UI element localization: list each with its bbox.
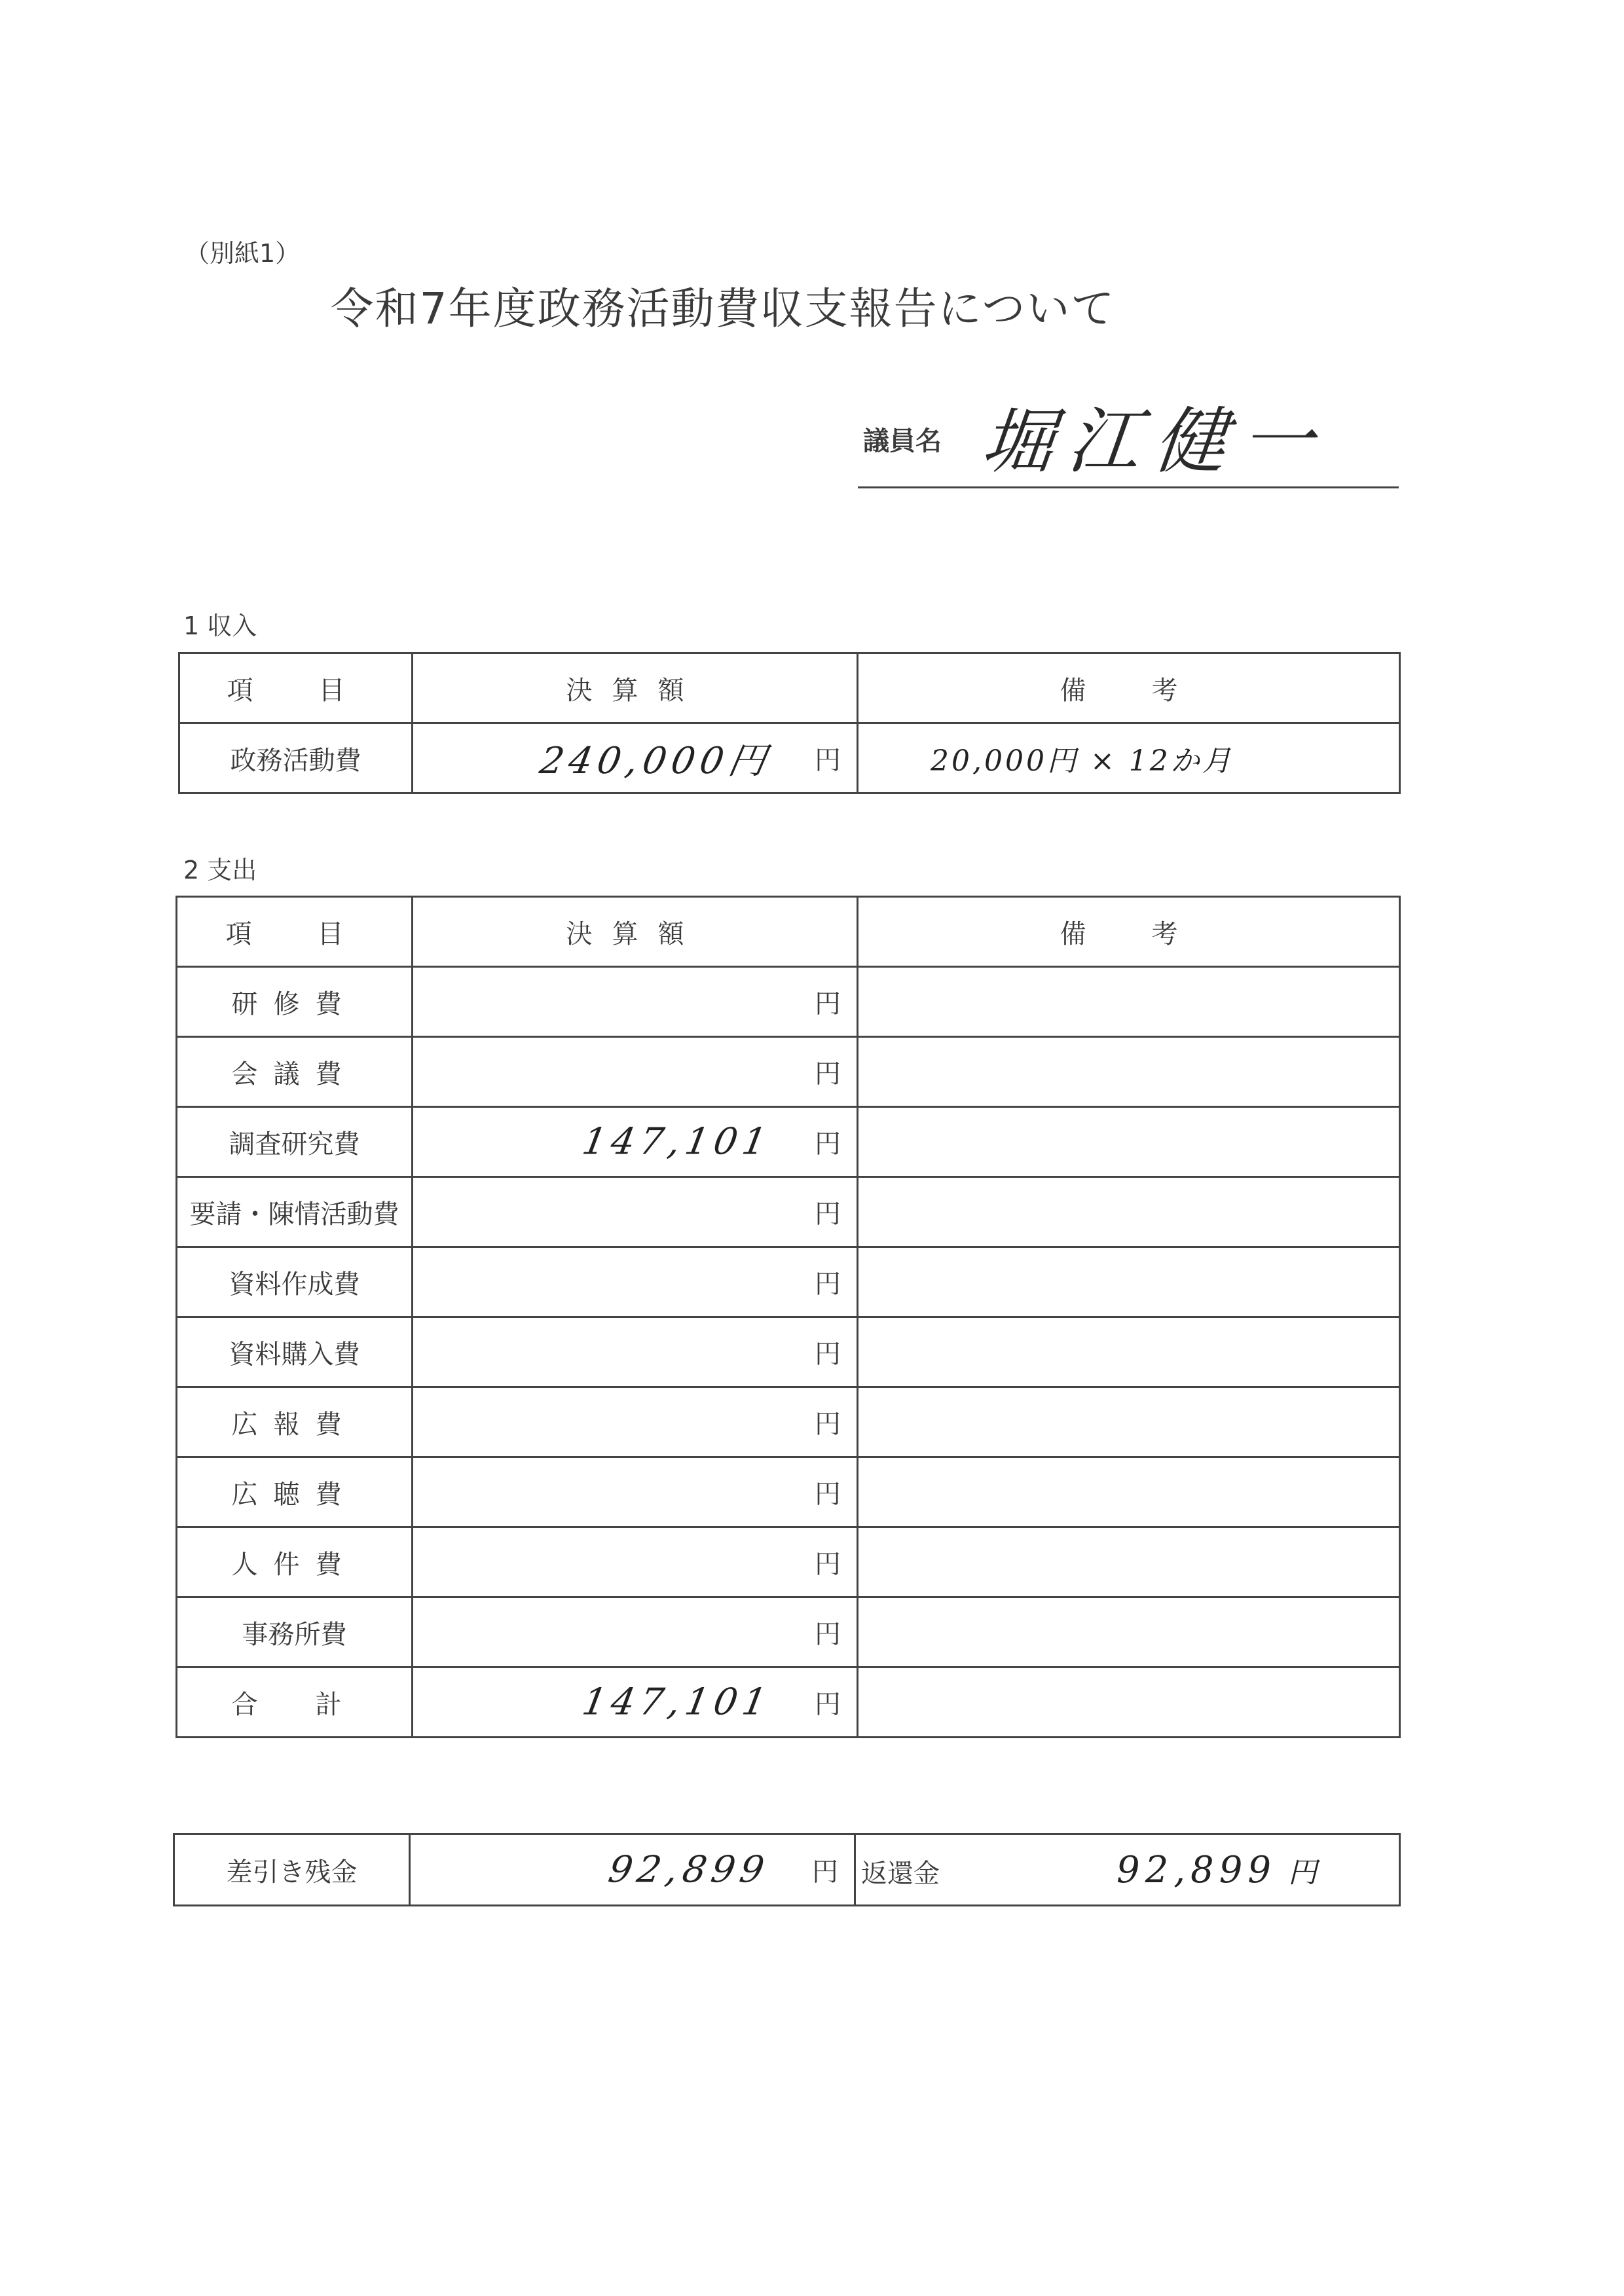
refund-amount-value: 92,899 (1116, 1848, 1276, 1891)
income-header-row (179, 653, 1400, 723)
income-unit: 円 (815, 745, 841, 776)
signature-line (858, 486, 1399, 488)
expense-note (858, 1317, 1400, 1387)
table-row (177, 1177, 1400, 1247)
expense-amount-cell (413, 1527, 858, 1597)
balance-unit: 円 (812, 1857, 838, 1887)
expense-unit: 円 (815, 989, 841, 1019)
expense-note (858, 1667, 1400, 1738)
expense-item: 事務所費 (177, 1597, 413, 1667)
expense-unit: 円 (815, 1409, 841, 1440)
expense-amount: 147,101 (579, 1120, 775, 1163)
balance-row (174, 1834, 1400, 1906)
expense-amount-cell (413, 1177, 858, 1247)
expense-item: 要請・陳情活動費 (177, 1177, 413, 1247)
balance-label: 差引き残金 (174, 1834, 410, 1906)
table-row (177, 1457, 1400, 1527)
header-note: 備 考 (858, 897, 1400, 967)
expense-note (858, 1527, 1400, 1597)
expense-item: 広聴費 (177, 1457, 413, 1527)
refund-amount (940, 1849, 1317, 1891)
balance-amount: 92,899 (605, 1848, 773, 1891)
expense-note (858, 1177, 1400, 1247)
expense-amount-cell (413, 1247, 858, 1317)
refund-label: 返還金 (861, 1858, 940, 1889)
expense-amount: 147,101 (579, 1681, 775, 1724)
income-item: 政務活動費 (179, 723, 413, 793)
expense-item: 会議費 (177, 1037, 413, 1107)
table-row (177, 1387, 1400, 1457)
expense-note (858, 1597, 1400, 1667)
expense-unit: 円 (815, 1129, 841, 1159)
table-row (177, 1527, 1400, 1597)
table-row (177, 1317, 1400, 1387)
expense-item: 資料購入費 (177, 1317, 413, 1387)
expense-unit: 円 (815, 1549, 841, 1580)
income-table (178, 652, 1401, 794)
expense-amount-cell (413, 1387, 858, 1457)
expense-unit: 円 (815, 1339, 841, 1370)
total-row (177, 1667, 1400, 1738)
expense-section-title: 2 支出 (183, 856, 257, 884)
header-item: 項 目 (177, 897, 413, 967)
expense-amount-cell (413, 1037, 858, 1107)
balance-amount-cell (410, 1834, 855, 1906)
member-signature: 堀江健一 (977, 399, 1332, 483)
expense-amount-cell (413, 1317, 858, 1387)
expense-unit: 円 (815, 1689, 841, 1720)
table-row (177, 1037, 1400, 1107)
income-section-title: 1 収入 (183, 611, 257, 640)
expense-item: 広報費 (177, 1387, 413, 1457)
expense-note (858, 967, 1400, 1037)
document-title (0, 274, 1624, 336)
expense-note (858, 1107, 1400, 1177)
expense-unit: 円 (815, 1059, 841, 1089)
expense-unit: 円 (815, 1269, 841, 1300)
expense-unit: 円 (815, 1619, 841, 1650)
expense-amount-cell (413, 1457, 858, 1527)
expense-item: 人件費 (177, 1527, 413, 1597)
expense-note (858, 1457, 1400, 1527)
attachment-label: （別紙1） (185, 239, 301, 268)
table-row (177, 967, 1400, 1037)
header-amount: 決算額 (413, 897, 858, 967)
expense-unit: 円 (815, 1479, 841, 1510)
expense-note (858, 1387, 1400, 1457)
header-note: 備 考 (858, 653, 1400, 723)
table-row (177, 1247, 1400, 1317)
expense-amount-cell (413, 1667, 858, 1738)
expense-note (858, 1247, 1400, 1317)
expense-item: 調査研究費 (177, 1107, 413, 1177)
income-amount-cell (413, 723, 858, 793)
table-row (177, 1107, 1400, 1177)
expense-note (858, 1037, 1400, 1107)
income-row (179, 723, 1400, 793)
expense-amount-cell (413, 1107, 858, 1177)
expense-item: 合 計 (177, 1667, 413, 1738)
expense-item: 研修費 (177, 967, 413, 1037)
refund-cell (855, 1834, 1400, 1906)
expense-unit: 円 (815, 1199, 841, 1230)
header-item: 項 目 (179, 653, 413, 723)
member-label: 議員名 (863, 426, 942, 456)
table-row (177, 1597, 1400, 1667)
expense-table (175, 896, 1401, 1738)
expense-amount-cell (413, 967, 858, 1037)
expense-header-row (177, 897, 1400, 967)
expense-item: 資料作成費 (177, 1247, 413, 1317)
income-amount: 240,000円 (536, 740, 775, 782)
expense-amount-cell (413, 1597, 858, 1667)
refund-unit: 円 (1287, 1855, 1317, 1889)
balance-table (173, 1833, 1401, 1906)
header-amount: 決算額 (413, 653, 858, 723)
document-title-text: 令和7年度政務活動費収支報告について (330, 283, 1116, 334)
income-note: 20,000円 × 12か月 (858, 723, 1400, 793)
